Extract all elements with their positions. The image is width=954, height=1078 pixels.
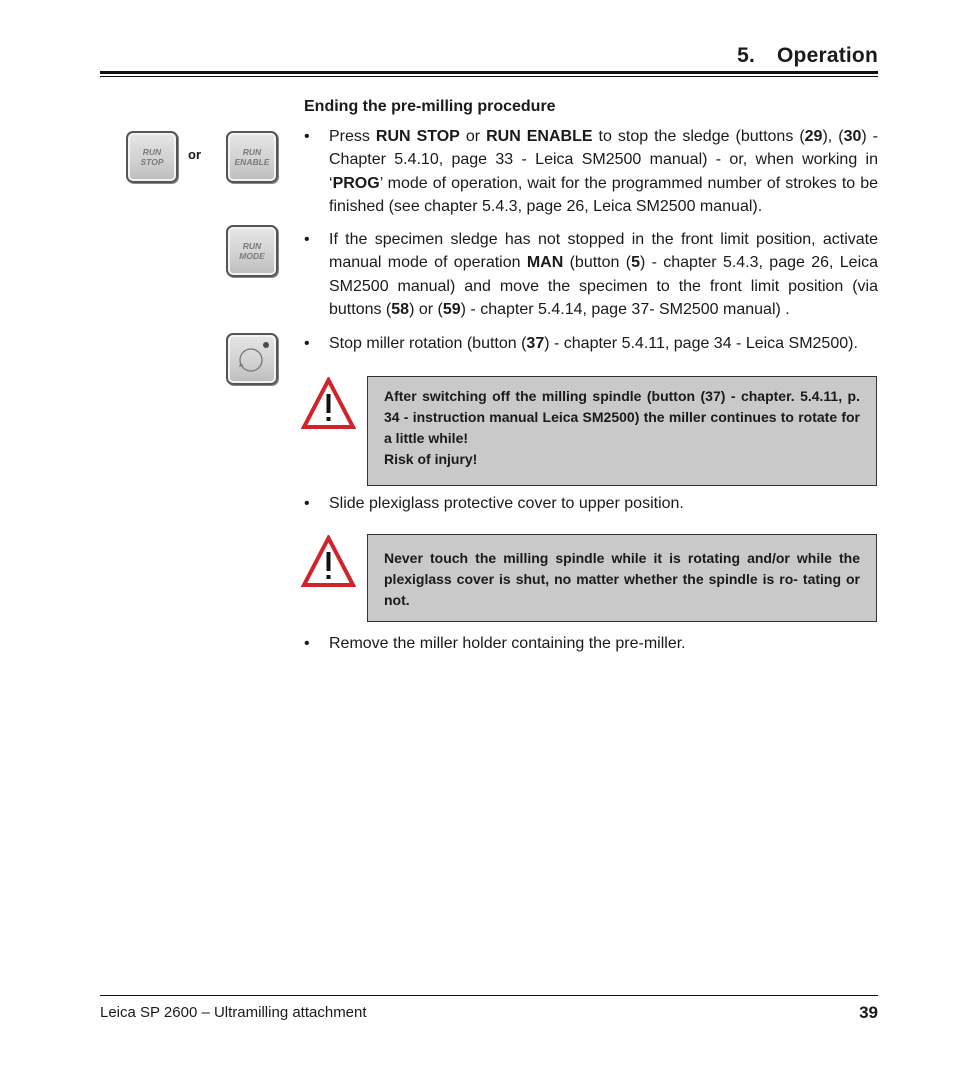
footer-title: Leica SP 2600 – Ultramilling attachment <box>100 1004 367 1021</box>
text-run: If the specimen sledge has not stopped in the front limit position, activate manual mode of operation <box>329 231 878 272</box>
text-bold: 59 <box>442 300 461 318</box>
bullet-dot: • <box>304 635 310 652</box>
list-item <box>304 492 878 515</box>
warning-text: Risk of injury! <box>384 451 478 467</box>
text-run: ) or ( <box>409 300 443 318</box>
text-run: ) - chapter 5.4.3, page 26, Leica SM2500 manual) and move the specimen to the front limit position (via buttons ( <box>329 254 879 318</box>
text-run: Press <box>329 128 376 145</box>
text-run: ’ mode of operation, wait for the programmed number of strokes to be finished (see chapter 5.4.3, page 26, Leica SM2500 manual). <box>329 174 878 215</box>
key-label: MODE <box>239 251 265 261</box>
key-label: STOP <box>140 157 164 167</box>
text-bold: 37 <box>526 335 545 352</box>
key-label: RUN <box>242 147 262 157</box>
header-rule-thick <box>100 71 878 74</box>
text-bold: RUN ENABLE <box>486 128 593 145</box>
text-run: ) - Chapter 5.4.10, page 33 - Leica SM2500 manual) - or, when working in ‘ <box>329 128 879 192</box>
run-stop-key-icon <box>126 131 178 183</box>
text-run: Stop miller rotation (button ( <box>329 335 527 352</box>
warning-text: Never touch the milling spindle while it is rotating and/or while the plexiglass cover is shut, no matter whether the spindle is ro- tating or not. <box>384 550 860 608</box>
footer-rule <box>100 995 878 996</box>
text-bold: MAN <box>526 254 564 272</box>
key-label: RUN <box>142 147 162 157</box>
text-run: ), ( <box>822 128 844 145</box>
section-number: 5. <box>737 44 756 67</box>
text-run: Slide plexiglass protective cover to upper position. <box>329 495 684 512</box>
rotation-key-icon <box>226 333 278 385</box>
run-enable-key-icon <box>226 131 278 183</box>
key-label: ENABLE <box>234 157 270 167</box>
text-bold: RUN STOP <box>375 128 460 145</box>
warning-text: After switching off the milling spindle (button (37) - chapter. 5.4.11, p. 34 - instruction manual Leica SM2500) the miller continues to rotate for a little while! <box>384 388 860 446</box>
list-item <box>304 228 878 321</box>
text-bold: 29 <box>804 128 823 145</box>
key-label: RUN <box>242 241 262 251</box>
text-bold: 30 <box>843 128 862 145</box>
section-name: Operation <box>777 44 878 67</box>
warning-box <box>367 376 877 486</box>
section-title <box>737 44 878 68</box>
bullet-dot: • <box>304 335 310 352</box>
subsection-heading: Ending the pre-milling procedure <box>304 98 556 115</box>
text-run: (button ( <box>563 254 632 272</box>
text-run: to stop the sledge (buttons ( <box>592 128 805 145</box>
page-number: 39 <box>859 1003 878 1022</box>
header-rule-thin <box>100 76 878 77</box>
list-item <box>304 332 878 355</box>
text-run: ) - chapter 5.4.11, page 34 - Leica SM2500). <box>544 335 858 352</box>
or-label: or <box>188 147 201 162</box>
bullet-dot: • <box>304 128 310 145</box>
warning-triangle-icon <box>301 535 356 594</box>
text-run: or <box>459 128 487 145</box>
text-bold: 5 <box>631 254 640 272</box>
bullet-dot: • <box>304 231 310 248</box>
warning-triangle-icon <box>301 377 356 436</box>
run-mode-key-icon <box>226 225 278 277</box>
bullet-dot: • <box>304 495 310 512</box>
text-bold: PROG <box>332 174 380 192</box>
text-run: Remove the miller holder containing the pre-miller. <box>329 635 686 652</box>
text-run: ) - chapter 5.4.14, page 37- SM2500 manual) . <box>460 300 790 318</box>
list-item <box>304 125 878 218</box>
list-item <box>304 632 878 655</box>
text-bold: 58 <box>391 300 410 318</box>
warning-box <box>367 534 877 622</box>
